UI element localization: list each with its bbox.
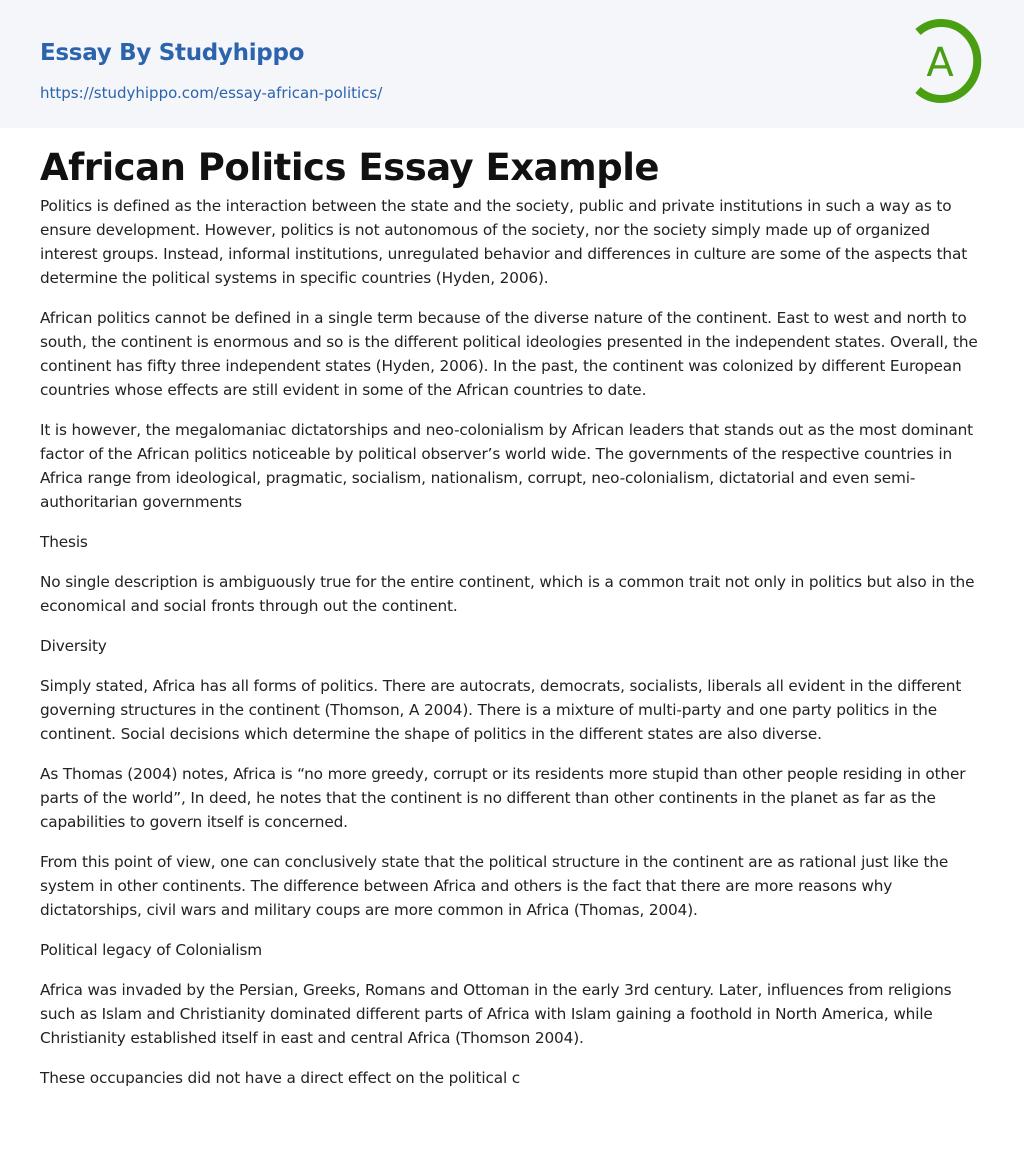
paragraph: Simply stated, Africa has all forms of politics. There are autocrats, democrats, socialists, liberals all evident in the different governing structures in the continent (Thomson, A 2004). There is a mixture of multi-party and one party politics in the continent. Social decisions which determine the shape of politics in the different states are also diverse. bbox=[40, 677, 962, 743]
paragraph: It is however, the megalomaniac dictatorships and neo-colonialism by African leaders that stands out as the most dominant factor of the African politics noticeable by political observer’s world wide. The governments of the respective countries in Africa range from ideological, pragmatic, socialism, nationalism, corrupt, neo-colonialism, dictatorial and even semi-authoritarian governments bbox=[40, 421, 974, 511]
section-heading: Diversity bbox=[40, 637, 107, 655]
paragraph: African politics cannot be defined in a single term because of the diverse nature of the continent. East to west and north to south, the continent is enormous and so is the different political ideologies presented in the independent states. Overall, the continent has fifty three independent states (Hyden, 2006). In the past, the continent was colonized by different European countries whose effects are still evident in some of the African countries to date. bbox=[40, 309, 978, 399]
paragraph: Politics is defined as the interaction between the state and the society, public and private institutions in such a way as to ensure development. However, politics is not autonomous of the society, nor the society simply made up of organized interest groups. Instead, informal institutions, unregulated behavior and differences in culture are some of the aspects that determine the political systems in specific countries (Hyden, 2006). bbox=[40, 197, 968, 287]
paragraph: From this point of view, one can conclusively state that the political structure in the continent are as rational just like the system in other continents. The difference between Africa and others is the fact that there are more reasons why dictatorships, civil wars and military coups are more common in Africa (Thomas, 2004). bbox=[40, 853, 949, 919]
studyhippo-logo-icon[interactable] bbox=[910, 18, 986, 104]
page-title: African Politics Essay Example bbox=[40, 146, 659, 189]
paragraph: Africa was invaded by the Persian, Greeks, Romans and Ottoman in the early 3rd century. Later, influences from religions such as Islam and Christianity dominated different parts of Africa with Islam gaining a foothold in North America, while Christianity established itself in east and central Africa (Thomson 2004). bbox=[40, 981, 952, 1047]
brand-title: Essay By Studyhippo bbox=[40, 40, 305, 66]
section-heading: Thesis bbox=[40, 533, 88, 551]
essay-body bbox=[40, 194, 988, 1106]
paragraph: These occupancies did not have a direct effect on the political c bbox=[40, 1069, 521, 1087]
logo-letter: A bbox=[926, 40, 954, 86]
paragraph: As Thomas (2004) notes, Africa is “no more greedy, corrupt or its residents more stupid than other people residing in other parts of the world”, In deed, he notes that the continent is no different than other continents in the planet as far as the capabilities to govern itself is concerned. bbox=[40, 765, 966, 831]
section-heading: Political legacy of Colonialism bbox=[40, 941, 263, 959]
essay-url-link[interactable]: https://studyhippo.com/essay-african-politics/ bbox=[40, 84, 383, 102]
paragraph: No single description is ambiguously true for the entire continent, which is a common trait not only in politics but also in the economical and social fronts through out the continent. bbox=[40, 573, 975, 615]
